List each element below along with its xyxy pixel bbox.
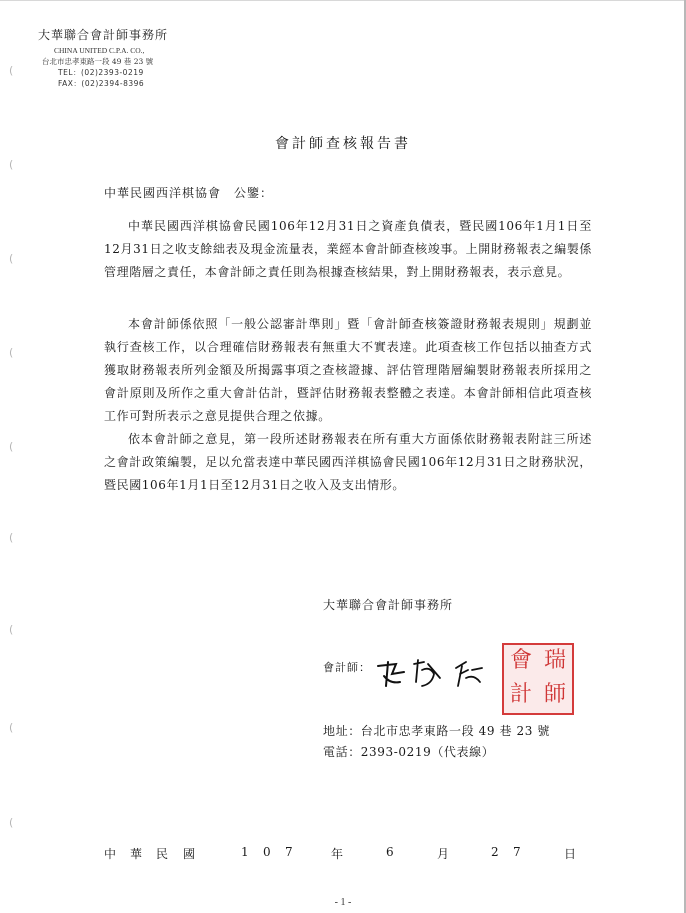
firm-signature-name: 大華聯合會計師事務所 [323,598,454,612]
date-digit: 7 [285,845,293,859]
date-char: 中 [104,847,117,861]
report-paragraph-3: 依本會計師之意見，第一段所述財務報表在所有重大方面係依財務報表附註三所述之會計政策編製，足以允當表達中華民國西洋棋協會民國106年12月31日之財務狀況，暨民國106年1月1日至12月31日之收入及支出情形。 [104,432,592,492]
date-digit: 0 [263,845,271,859]
letterhead [38,26,238,89]
binding-hole-mark: ( [9,252,14,265]
letterhead-fax: FAX：(02)2394-8396 [58,79,145,88]
seal-char: 會 [509,648,532,673]
letterhead-firm-name: 大華聯合會計師事務所 [38,28,169,42]
report-paragraph-2: 本會計師係依照「一般公認審計準則」暨「會計師查核簽證財務報表規則」規劃並執行查核工作，以合理確信財務報表有無重大不實表達。此項查核工作包括以抽查方式獲取財務報表所列金額及所揭露事項之查核證據、評估管理階層編製財務報表所採用之會計原則及所作之重大會計估計，暨評估財務報表整體之表達。本會計師相信此項查核工作可對所表示之意見提供合理之依據。 [104,317,592,423]
binding-hole-mark: ( [9,440,14,453]
binding-hole-mark: ( [9,64,14,77]
cpa-seal-stamp [502,643,574,715]
seal-char: 師 [543,682,566,707]
report-paragraph-1: 中華民國西洋棋協會民國106年12月31日之資產負債表，暨民國106年1月1日至12月31日之收支餘絀表及現金流量表，業經本會計師查核竣事。上開財務報表之編製係管理階層之責任，本會計師之責任則為根據查核結果，對上開財務報表，表示意見。 [104,219,592,279]
date-char-month: 月 [437,847,450,861]
date-char: 民 [156,847,169,861]
office-address: 地址：台北市忠孝東路一段 49 巷 23 號 [323,724,550,738]
page-number: - 1 - [334,897,352,908]
binding-hole-mark: ( [9,158,14,171]
report-title: 會計師查核報告書 [275,136,411,152]
binding-hole-mark: ( [9,816,14,829]
binding-hole-mark: ( [9,721,14,734]
date-digit: 1 [241,845,249,859]
date-digit: 7 [513,845,521,859]
office-phone: 電話：2393-0219（代表線） [323,745,495,759]
binding-hole-mark: ( [9,531,14,544]
binding-hole-mark: ( [9,346,14,359]
letterhead-address: 台北市忠孝東路一段 49 巷 23 號 [42,57,154,66]
page-top-edge [0,0,686,1]
letterhead-firm-name-en: CHINA UNITED C.P.A. CO., [54,46,145,55]
date-char-year: 年 [331,847,344,861]
salutation: 中華民國西洋棋協會 公鑒： [104,186,274,200]
binding-hole-mark: ( [9,623,14,636]
seal-char: 計 [509,682,532,707]
date-digit: 6 [386,845,394,859]
seal-char: 瑞 [543,648,566,673]
handwritten-signature [370,652,490,694]
date-digit: 2 [491,845,499,859]
letterhead-tel: TEL：(02)2393-0219 [58,68,144,77]
date-char: 國 [183,847,196,861]
cpa-label: 會計師： [323,661,371,674]
date-char: 華 [130,847,143,861]
date-char-day: 日 [564,847,577,861]
